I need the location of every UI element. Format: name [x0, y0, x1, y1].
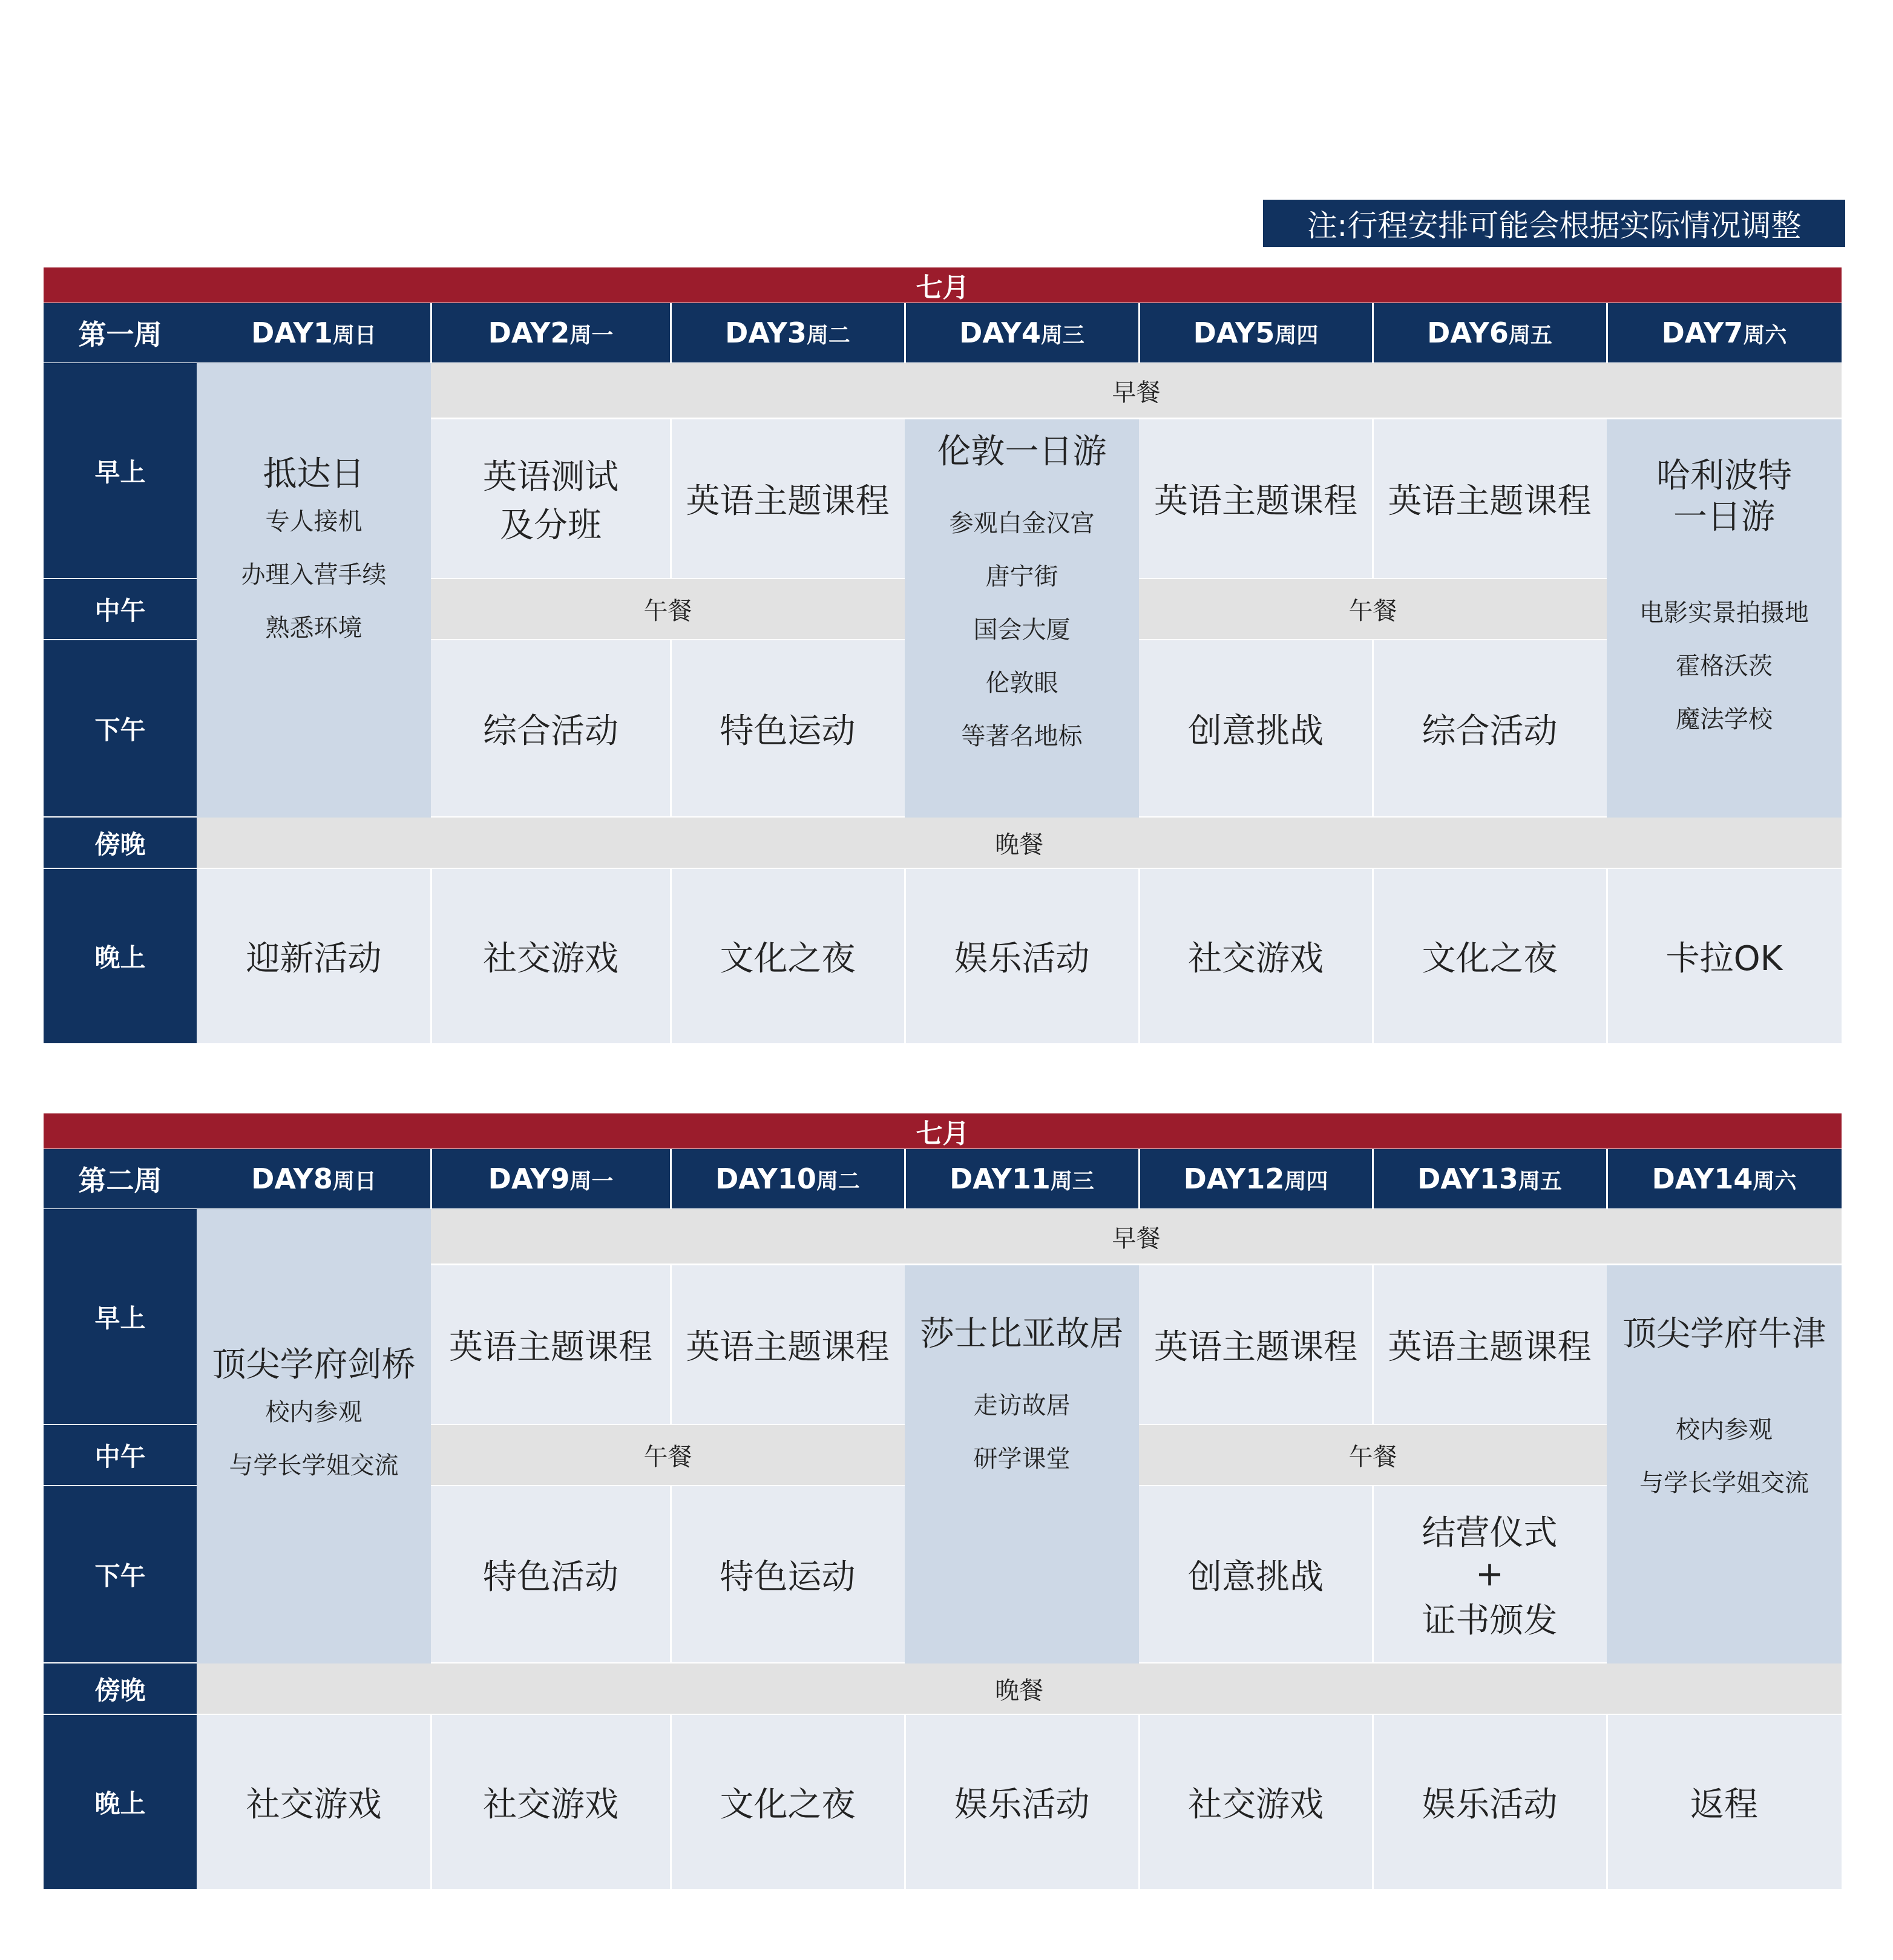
dinner-bar	[197, 1663, 1842, 1714]
period-dusk-text: 傍晚	[94, 1675, 146, 1705]
day-header	[905, 303, 1139, 362]
day-header-text	[725, 316, 850, 349]
day-number: DAY2	[488, 316, 570, 349]
column-divider	[670, 869, 672, 1043]
evening-activity-text: 娱乐活动	[1422, 1785, 1558, 1824]
evening-activity-text: 卡拉OK	[1665, 939, 1783, 978]
evening-activity	[197, 1715, 431, 1889]
afternoon-activity-text: 综合活动	[1422, 711, 1558, 751]
column-divider	[1138, 869, 1140, 1043]
column-divider	[670, 1715, 672, 1889]
period-dusk	[44, 818, 197, 868]
afternoon-activity	[1373, 1486, 1607, 1662]
day-header-text	[715, 1162, 860, 1195]
trip-item: 电影实景拍摄地	[1639, 599, 1809, 627]
day-header	[1373, 303, 1607, 362]
morning-activity	[671, 419, 905, 578]
period-afternoon	[44, 640, 197, 816]
day-number: DAY9	[488, 1162, 570, 1195]
afternoon-activity-text: 创意挑战	[1188, 1557, 1324, 1597]
trip-title: 哈利波特 一日游	[1656, 456, 1792, 537]
morning-activity-text: 英语主题课程	[686, 1328, 890, 1367]
morning-activity	[1139, 1265, 1373, 1424]
day-header	[431, 303, 671, 362]
week-label-text: 第二周	[78, 1164, 162, 1197]
arrival-day-block	[197, 1209, 431, 1663]
day-number: DAY10	[715, 1162, 816, 1195]
morning-activity	[1139, 419, 1373, 578]
period-noon-text: 中午	[94, 595, 146, 626]
lunch-bar-text: 午餐	[1348, 597, 1397, 625]
day-number: DAY1	[251, 316, 333, 349]
trip-item: 霍格沃茨	[1676, 652, 1773, 680]
weekday: 周四	[1284, 1169, 1328, 1194]
morning-activity	[1373, 419, 1607, 578]
column-divider	[1372, 640, 1374, 816]
day-header	[1607, 1149, 1842, 1208]
trip-item: 等著名地标	[961, 723, 1083, 750]
afternoon-activity	[431, 1486, 671, 1662]
evening-activity	[1373, 1715, 1607, 1889]
weekday: 周日	[332, 1169, 376, 1194]
lunch-bar	[1139, 579, 1607, 639]
weekday: 周一	[569, 1169, 614, 1194]
lunch-bar	[431, 1425, 905, 1485]
evening-activity	[431, 1715, 671, 1889]
trip-title: 顶尖学府剑桥	[212, 1345, 416, 1385]
evening-activity-text: 娱乐活动	[954, 939, 1090, 978]
column-divider	[1138, 1715, 1140, 1889]
day-header-text	[488, 316, 614, 349]
breakfast-bar	[431, 363, 1842, 418]
arrival-day-block	[197, 363, 431, 818]
evening-activity-text: 社交游戏	[483, 1785, 618, 1824]
trip-item: 唐宁街	[985, 563, 1058, 591]
trip-item: 校内参观	[1676, 1416, 1773, 1444]
afternoon-activity	[671, 640, 905, 816]
evening-activity-text: 迎新活动	[246, 939, 382, 978]
day-header-text	[251, 316, 376, 349]
evening-activity-text: 社交游戏	[1188, 1785, 1324, 1824]
afternoon-activity	[1373, 640, 1607, 816]
period-afternoon-text: 下午	[94, 715, 146, 745]
column-divider	[1372, 1486, 1374, 1662]
breakfast-bar-text: 早餐	[1112, 1224, 1161, 1253]
day-number: DAY4	[959, 316, 1041, 349]
weekday: 周五	[1518, 1169, 1562, 1194]
period-dusk-text: 傍晚	[94, 829, 146, 859]
day-number: DAY7	[1661, 316, 1744, 349]
day-header	[905, 1149, 1139, 1208]
month-banner	[44, 267, 1842, 303]
morning-activity-text: 英语主题课程	[1388, 482, 1592, 521]
column-divider	[1606, 303, 1608, 362]
week-label	[44, 303, 197, 362]
morning-activity	[431, 419, 671, 578]
breakfast-bar	[431, 1209, 1842, 1264]
column-divider	[904, 303, 906, 362]
afternoon-activity-text: 综合活动	[483, 711, 618, 751]
morning-activity	[431, 1265, 671, 1424]
column-divider	[1372, 1715, 1374, 1889]
evening-activity	[1607, 869, 1842, 1043]
period-noon	[44, 579, 197, 639]
dinner-bar-text: 晚餐	[995, 1677, 1043, 1705]
evening-activity-text: 娱乐活动	[954, 1785, 1090, 1824]
day-header	[197, 1149, 431, 1208]
day-header-text	[1417, 1162, 1562, 1195]
column-divider	[1372, 1265, 1374, 1424]
period-afternoon-text: 下午	[94, 1561, 146, 1591]
column-divider	[1606, 1715, 1608, 1889]
column-divider	[1372, 869, 1374, 1043]
period-evening	[44, 1715, 197, 1889]
schedule-note: 注:行程安排可能会根据实际情况调整	[1263, 200, 1845, 247]
day-header	[431, 1149, 671, 1208]
weekday: 周二	[806, 323, 850, 348]
day-header-text	[251, 1162, 376, 1195]
day-number: DAY6	[1427, 316, 1509, 349]
trip-item: 走访故居	[973, 1392, 1071, 1420]
weekday: 周六	[1743, 323, 1787, 348]
weekday: 周二	[816, 1169, 860, 1194]
column-divider	[670, 1149, 672, 1208]
evening-activity-text: 社交游戏	[1188, 939, 1324, 978]
afternoon-activity	[671, 1486, 905, 1662]
weekday: 周三	[1050, 1169, 1094, 1194]
day-header-text	[1652, 1162, 1797, 1195]
morning-activity-text: 英语主题课程	[1154, 482, 1357, 521]
period-morning	[44, 1209, 197, 1424]
evening-activity-text: 文化之夜	[720, 1785, 856, 1824]
day-number: DAY8	[251, 1162, 333, 1195]
evening-activity	[1139, 1715, 1373, 1889]
afternoon-activity-text: 创意挑战	[1188, 711, 1324, 751]
column-divider	[670, 419, 672, 578]
evening-activity	[671, 1715, 905, 1889]
evening-activity-text: 社交游戏	[483, 939, 618, 978]
afternoon-activity	[1139, 640, 1373, 816]
column-divider	[670, 1486, 672, 1662]
column-divider	[1372, 419, 1374, 578]
evening-activity	[1373, 869, 1607, 1043]
evening-activity	[1139, 869, 1373, 1043]
column-divider	[1606, 869, 1608, 1043]
period-evening	[44, 869, 197, 1043]
day-trip-block	[1607, 1265, 1842, 1663]
column-divider	[904, 1715, 906, 1889]
column-divider	[670, 1265, 672, 1424]
weekday: 周三	[1040, 323, 1084, 348]
evening-activity	[905, 869, 1139, 1043]
trip-item: 办理入营手续	[241, 560, 387, 589]
trip-item: 与学长学姐交流	[1639, 1469, 1809, 1497]
weekday: 周日	[332, 323, 376, 348]
trip-item: 参观白金汉宫	[949, 510, 1095, 537]
day-number: DAY5	[1193, 316, 1275, 349]
day-header-text	[950, 1162, 1094, 1195]
day-header-text	[1662, 316, 1787, 349]
period-noon-text: 中午	[94, 1441, 146, 1472]
weekday: 周五	[1508, 323, 1552, 348]
day-number: DAY11	[950, 1162, 1051, 1195]
trip-title: 顶尖学府牛津	[1622, 1314, 1826, 1354]
period-afternoon	[44, 1486, 197, 1662]
morning-activity-text: 英语主题课程	[686, 482, 890, 521]
trip-item: 专人接机	[265, 507, 363, 536]
afternoon-activity-text: 结营仪式 + 证书颁发	[1422, 1513, 1558, 1640]
afternoon-activity	[1139, 1486, 1373, 1662]
evening-activity-text: 文化之夜	[720, 939, 856, 978]
period-dusk	[44, 1663, 197, 1714]
day-header	[671, 303, 905, 362]
period-evening-text: 晚上	[94, 1789, 146, 1818]
day-trip-block	[1607, 419, 1842, 818]
day-header	[1373, 1149, 1607, 1208]
month-banner-text: 七月	[916, 272, 969, 303]
column-divider	[1372, 303, 1374, 362]
weekday: 周四	[1275, 323, 1319, 348]
evening-activity-text: 返程	[1690, 1785, 1758, 1824]
trip-item: 研学课堂	[973, 1445, 1071, 1473]
column-divider	[670, 640, 672, 816]
dinner-bar-text: 晚餐	[995, 831, 1043, 859]
day-header-text	[959, 316, 1084, 349]
day-header	[1139, 303, 1373, 362]
column-divider	[430, 1715, 432, 1889]
morning-activity	[671, 1265, 905, 1424]
day-header	[197, 303, 431, 362]
trip-title: 莎士比亚故居	[920, 1314, 1124, 1354]
evening-activity	[1607, 1715, 1842, 1889]
period-morning-text: 早上	[94, 457, 146, 487]
day-header-text	[1193, 316, 1319, 349]
day-trip-block	[905, 419, 1139, 818]
trip-title: 抵达日	[263, 454, 365, 494]
column-divider	[1138, 1149, 1140, 1208]
trip-item: 校内参观	[265, 1398, 363, 1426]
period-evening-text: 晚上	[94, 943, 146, 972]
week-label	[44, 1149, 197, 1208]
lunch-bar-text: 午餐	[643, 1443, 692, 1471]
column-divider	[430, 1149, 432, 1208]
weekday: 周六	[1753, 1169, 1797, 1194]
trip-item: 伦敦眼	[985, 669, 1058, 697]
lunch-bar	[431, 579, 905, 639]
afternoon-activity-text: 特色运动	[720, 711, 856, 751]
period-morning	[44, 363, 197, 578]
evening-activity-text: 文化之夜	[1422, 939, 1558, 978]
column-divider	[670, 303, 672, 362]
day-number: DAY3	[725, 316, 807, 349]
breakfast-bar-text: 早餐	[1112, 378, 1161, 407]
lunch-bar-text: 午餐	[643, 597, 692, 625]
day-header-text	[1184, 1162, 1328, 1195]
column-divider	[430, 303, 432, 362]
column-divider	[904, 869, 906, 1043]
column-divider	[904, 1149, 906, 1208]
morning-activity-text: 英语主题课程	[449, 1328, 652, 1367]
day-number: DAY13	[1417, 1162, 1518, 1195]
morning-activity-text: 英语主题课程	[1388, 1328, 1592, 1367]
weekday: 周一	[569, 323, 614, 348]
lunch-bar-text: 午餐	[1348, 1443, 1397, 1471]
month-banner-text: 七月	[916, 1118, 969, 1149]
morning-activity-text: 英语测试 及分班	[483, 457, 618, 545]
period-morning-text: 早上	[94, 1303, 146, 1333]
trip-item: 魔法学校	[1676, 706, 1773, 733]
day-number: DAY12	[1183, 1162, 1285, 1195]
lunch-bar	[1139, 1425, 1607, 1485]
evening-activity	[197, 869, 431, 1043]
trip-item: 熟悉环境	[265, 614, 363, 642]
period-noon	[44, 1425, 197, 1485]
month-banner	[44, 1113, 1842, 1149]
evening-activity-text: 社交游戏	[246, 1785, 382, 1824]
day-trip-block	[905, 1265, 1139, 1663]
trip-item: 与学长学姐交流	[229, 1451, 399, 1480]
trip-title: 伦敦一日游	[937, 432, 1107, 471]
trip-item: 国会大厦	[973, 616, 1071, 644]
morning-activity-text: 英语主题课程	[1154, 1328, 1357, 1367]
day-header	[1607, 303, 1842, 362]
day-header-text	[1427, 316, 1552, 349]
column-divider	[1138, 303, 1140, 362]
week-label-text: 第一周	[78, 318, 162, 351]
day-header	[1139, 1149, 1373, 1208]
morning-activity	[1373, 1265, 1607, 1424]
column-divider	[1372, 1149, 1374, 1208]
column-divider	[430, 869, 432, 1043]
evening-activity	[905, 1715, 1139, 1889]
evening-activity	[431, 869, 671, 1043]
afternoon-activity	[431, 640, 671, 816]
column-divider	[1606, 1149, 1608, 1208]
evening-activity	[671, 869, 905, 1043]
day-header	[671, 1149, 905, 1208]
day-number: DAY14	[1652, 1162, 1753, 1195]
afternoon-activity-text: 特色活动	[483, 1557, 618, 1597]
afternoon-activity-text: 特色运动	[720, 1557, 856, 1597]
dinner-bar	[197, 818, 1842, 868]
day-header-text	[488, 1162, 614, 1195]
